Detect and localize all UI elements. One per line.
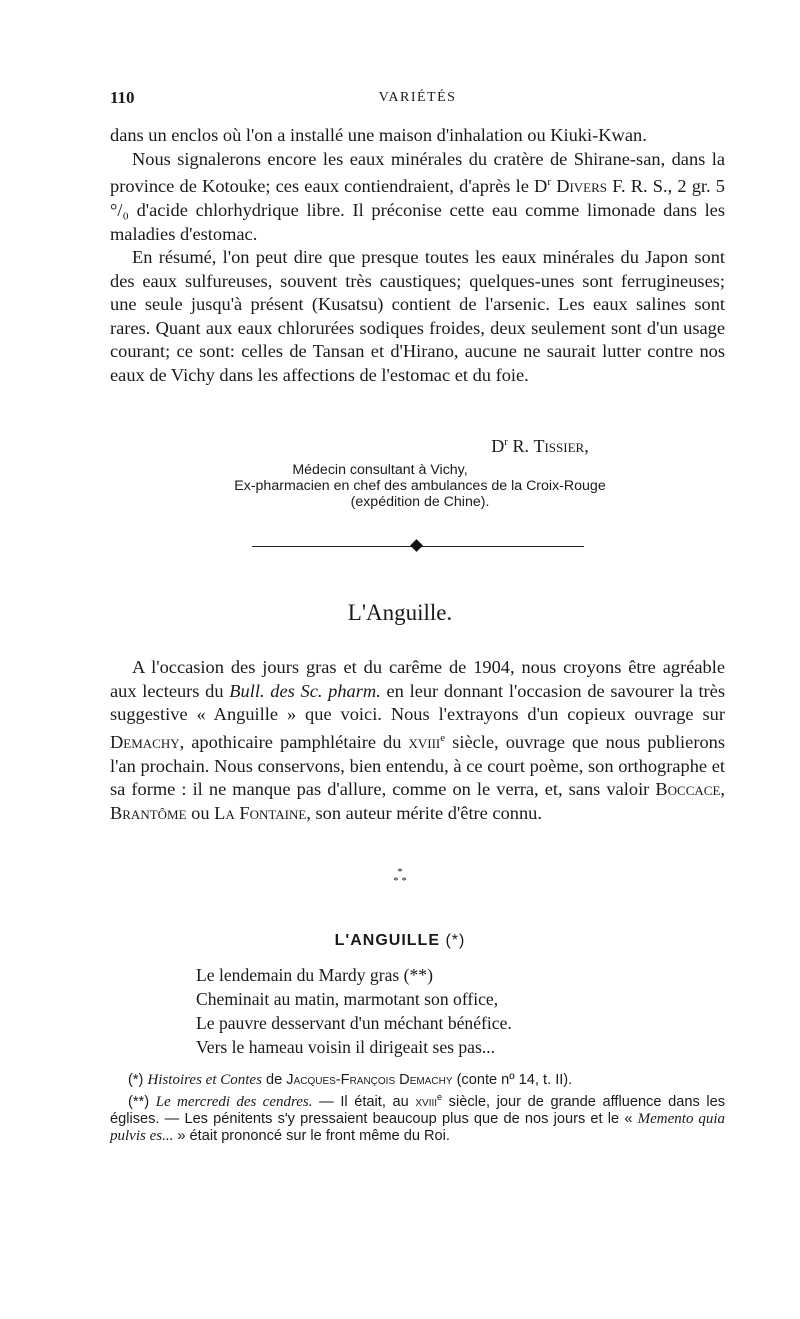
divider-diamond-ornament: [410, 539, 423, 552]
paragraph-intro: A l'occasion des jours gras et du carême de 1904, nous croyons être agréable aux lecteurs du Bull. des Sc. pharm. en leur donnant l'occasion de savourer la très suggestive « Anguille » que voici. Nous l'extrayons d'un copieux ouvrage sur Demachy, apothicaire pamphlétaire du xviii$^e$ siècle, ouvrage que nous publierons l'an prochain. Nous conservons, bien entendu, à ce court poème, son orthographe et sa forme : il ne manque pas d'allure, comme on le verra, et, sans valoir Boccace, Brantôme ou La Fontaine, son auteur mérite d'être connu.: [110, 657, 726, 823]
paragraph-shirane-san: Nous signalerons encore les eaux minérales du cratère de Shirane-san, dans la province de Kotouke; ces eaux contiendraient, d'après le $D^r$ Divers F. R. S., 2 gr. 5 °/₀ d'acide chlorhydrique libre. Il préconise cette eau comme limonade dans les maladies d'estomac.: [110, 148, 725, 244]
poem-line: Cheminait au matin, marmotant son office,: [196, 989, 499, 1009]
poem-line: Vers le hameau voisin il dirigeait ses pas...: [196, 1037, 496, 1057]
signature-name: $D^r$ R. Tissier,: [491, 436, 589, 456]
page-number: 110: [110, 88, 135, 107]
footnote-2: (**) Le mercredi des cendres. — Il était, au xviii$^e$ siècle, jour de grande affluence dans les églises. — Les pénitents s'y pressaient beaucoup plus que de nos jours et le « Memento quia pulvis es... » était prononcé sur le front même du Roi.: [110, 1092, 726, 1145]
footnote-1: (*) Histoires et Contes de Jacques-François Demachy (conte nº 14, t. II).: [128, 1072, 573, 1088]
signature-title-2: Ex-pharmacien en chef des ambulances de la Croix-Rouge: [234, 478, 606, 494]
article-title: L'Anguille.: [347, 600, 453, 625]
japan-waters-section: [110, 124, 725, 388]
journal-title: Bull. des Sc. pharm.: [229, 680, 381, 701]
author-demachy: Demachy: [110, 731, 180, 752]
running-title: VARIÉTÉS: [378, 90, 457, 105]
paragraph-summary: En résumé, l'on peut dire que presque toutes les eaux minérales du Japon sont des eaux sulfureuses, souvent très caustiques; quelques-unes sont ferrugineuses; une seule jusqu'à présent (Kusatsu) contient de l'arsenic. Les eaux salines sont rares. Quant aux eaux chlorurées sodiques froides, deux seulement sont d'un usage courant; ce sont: celles de Tansan et d'Hirano, aucune ne saurait lutter contre nos eaux de Vichy dans les affections de l'estomac et du foie.: [110, 247, 725, 386]
author-brantome: Brantôme: [110, 802, 187, 823]
poem-line: Le pauvre desservant d'un méchant bénéfice.: [196, 1013, 512, 1033]
paragraph-kiuki-kwan: dans un enclos où l'on a installé une maison d'inhalation ou Kiuki-Kwan.: [110, 125, 647, 145]
signature-title-3: (expédition de Chine).: [350, 494, 490, 510]
signature-title-1: Médecin consultant à Vichy,: [292, 462, 468, 478]
author-la-fontaine: La Fontaine: [214, 802, 307, 823]
footnotes: [110, 1072, 725, 1146]
author-boccace: Boccace: [655, 779, 721, 800]
asterism-ornament: * * *: [393, 866, 407, 887]
poem-title: L'ANGUILLE (*): [334, 932, 466, 949]
poem-verses: [196, 963, 616, 1059]
anguille-intro: [110, 656, 725, 825]
poem-title-footnote-mark: (*): [445, 932, 466, 949]
poem-line: Le lendemain du Mardy gras (**): [196, 965, 433, 985]
author-divers: Divers: [556, 176, 608, 197]
author-tissier: Tissier,: [533, 436, 589, 456]
page-header: [110, 88, 725, 112]
